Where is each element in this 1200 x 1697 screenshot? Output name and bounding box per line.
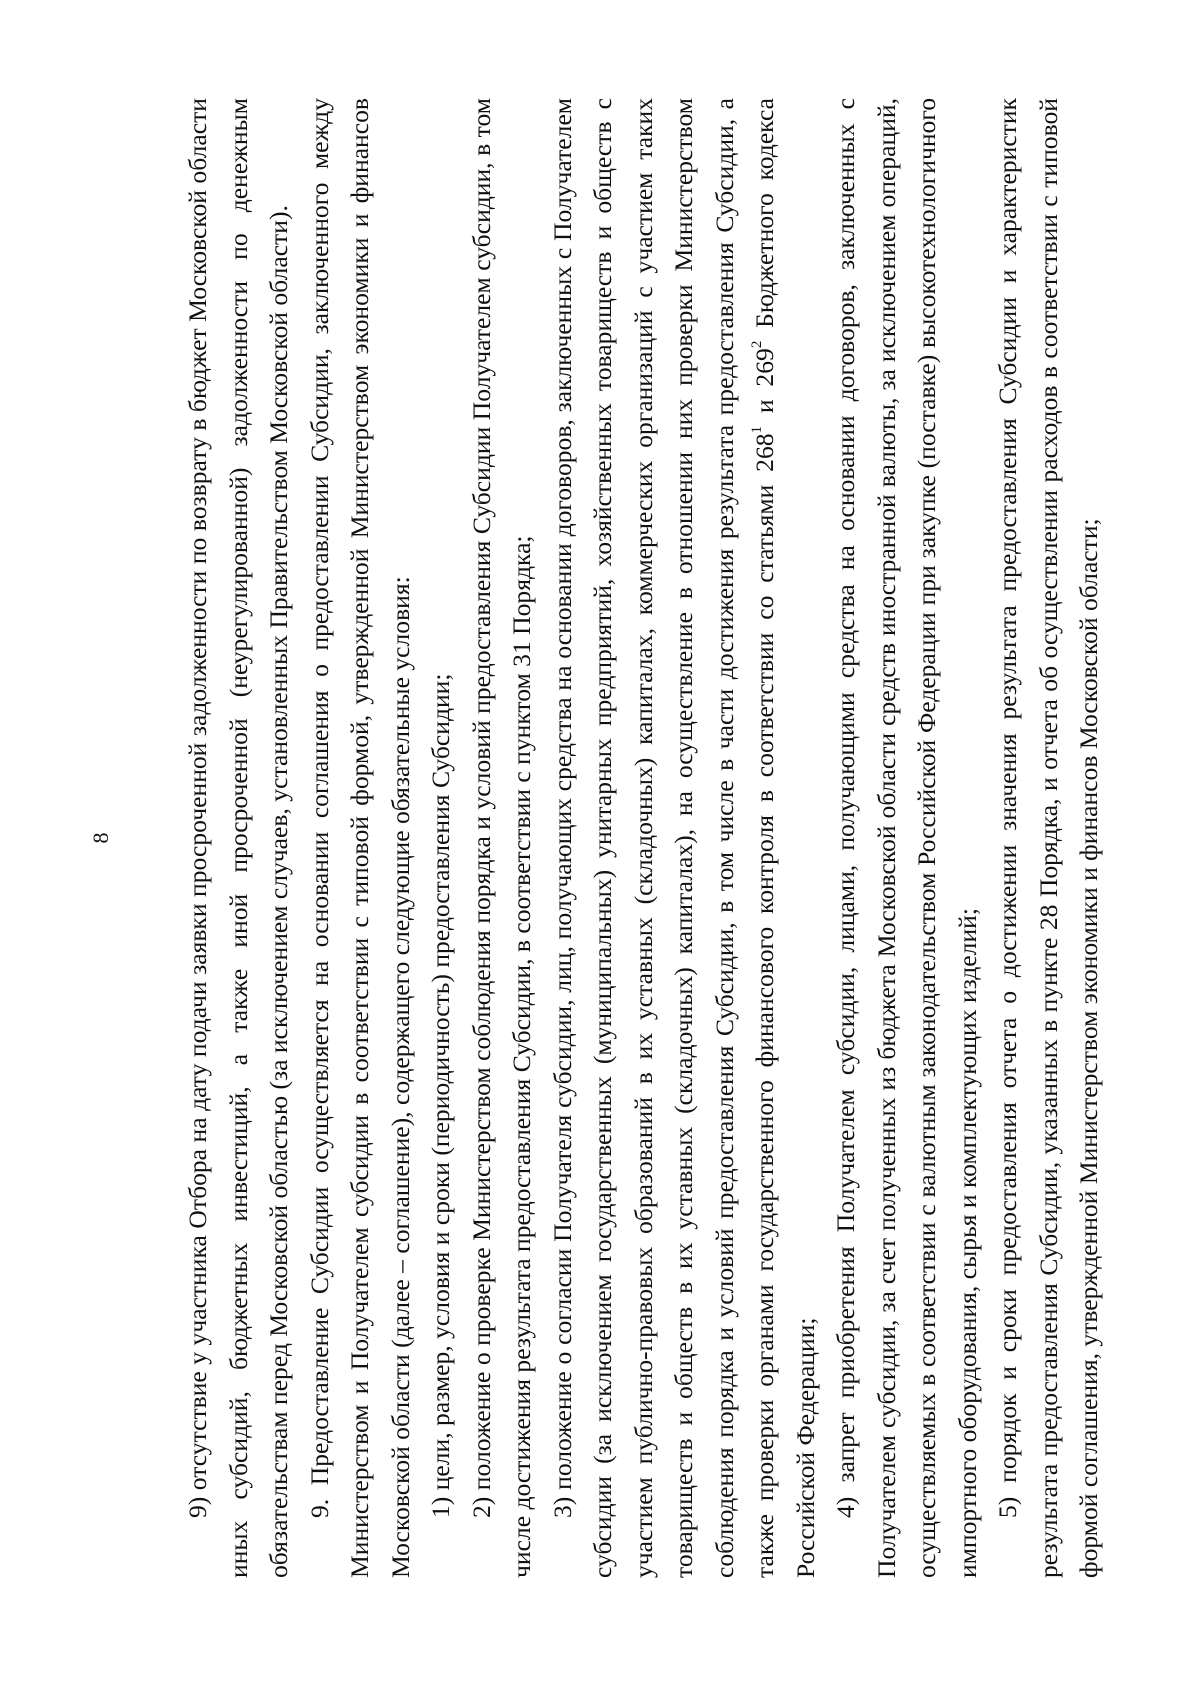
paragraph-section-9: 9. Предоставление Субсидии осуществляется на основании соглашения о предоставлении Субсидии, заключенного между Министерством и Получателем субсидии в соответствии с типовой формой, утвержденной Министерством экономики и финансов Московской области (далее – соглашение), содержащего следующие обязательные условия:	[304, 98, 415, 1578]
condition-3-text-start: 3) положение о согласии Получателя субсидии, лиц, получающих средства на основании договоров, заключенных с Получателем субсидии (за исключением государственных (муниципальных) унитарных предприятий, хозяйственных товариществ и обществ с участием публично-правовых образований в их уставных (складочных) капиталах, коммерческих организаций с участием таких товариществ и обществ в их уставных (складочных) капиталах), на осуществление в отношении них проверки Министерством соблюдения порядка и условий предоставления Субсидии, в том числе в части достижения результата предоставления Субсидии, а также проверки органами государственного финансового контроля в соответствии со статьями 268	[547, 98, 779, 1578]
rotated-page-content	[88, 97, 1158, 1578]
paragraph-condition-2: 2) положение о проверке Министерством соблюдения порядка и условий предоставления Субсидии Получателем субсидии, в том числе достижения результата предоставления Субсидии, в соответствии с пунктом 31 Порядка;	[466, 98, 536, 1578]
article-269-superscript: 2	[749, 340, 766, 349]
paragraph-condition-1: 1) цели, размер, условия и сроки (периодичность) предоставления Субсидии;	[426, 673, 455, 1518]
paragraph-condition-4: 4) запрет приобретения Получателем субсидии, лицами, получающими средства на основании договоров, заключенных с Получателем субсидии, за счет полученных из бюджета Московской области средств иностранной валюты, за исключением операций, осуществляемых в соответствии с валютным законодательством Российской Федерации при закупке (поставке) высокотехнологичного импортного оборудования, сырья и комплектующих изделий;	[831, 98, 982, 1578]
paragraph-item-9: 9) отсутствие у участника Отбора на дату подачи заявки просроченной задолженности по возврату в бюджет Московской области иных субсидий, бюджетных инвестиций, а также иной просроченной (неурегулированной) задолженности по денежным обязательствам перед Московской областью (за исключением случаев, установленных Правительством Московской области).	[183, 98, 293, 1578]
paragraph-condition-5: 5) порядок и сроки предоставления отчета о достижении значения результата предоставления Субсидии и характеристик результата предоставления Субсидии, указанных в пункте 28 Порядка, и отчета об осуществлении расходов в соответствии с типовой формой соглашения, утвержденной Министерством экономики и финансов Московской области;	[993, 98, 1103, 1578]
condition-3-text-end: Бюджетного кодекса Российской Федерации;	[750, 97, 820, 1578]
condition-3-text-middle: и 269	[750, 348, 779, 426]
document-body	[178, 98, 1110, 1578]
page-number: 8	[88, 832, 113, 844]
article-268-superscript: 1	[749, 425, 766, 434]
paragraph-condition-3	[543, 98, 827, 1578]
